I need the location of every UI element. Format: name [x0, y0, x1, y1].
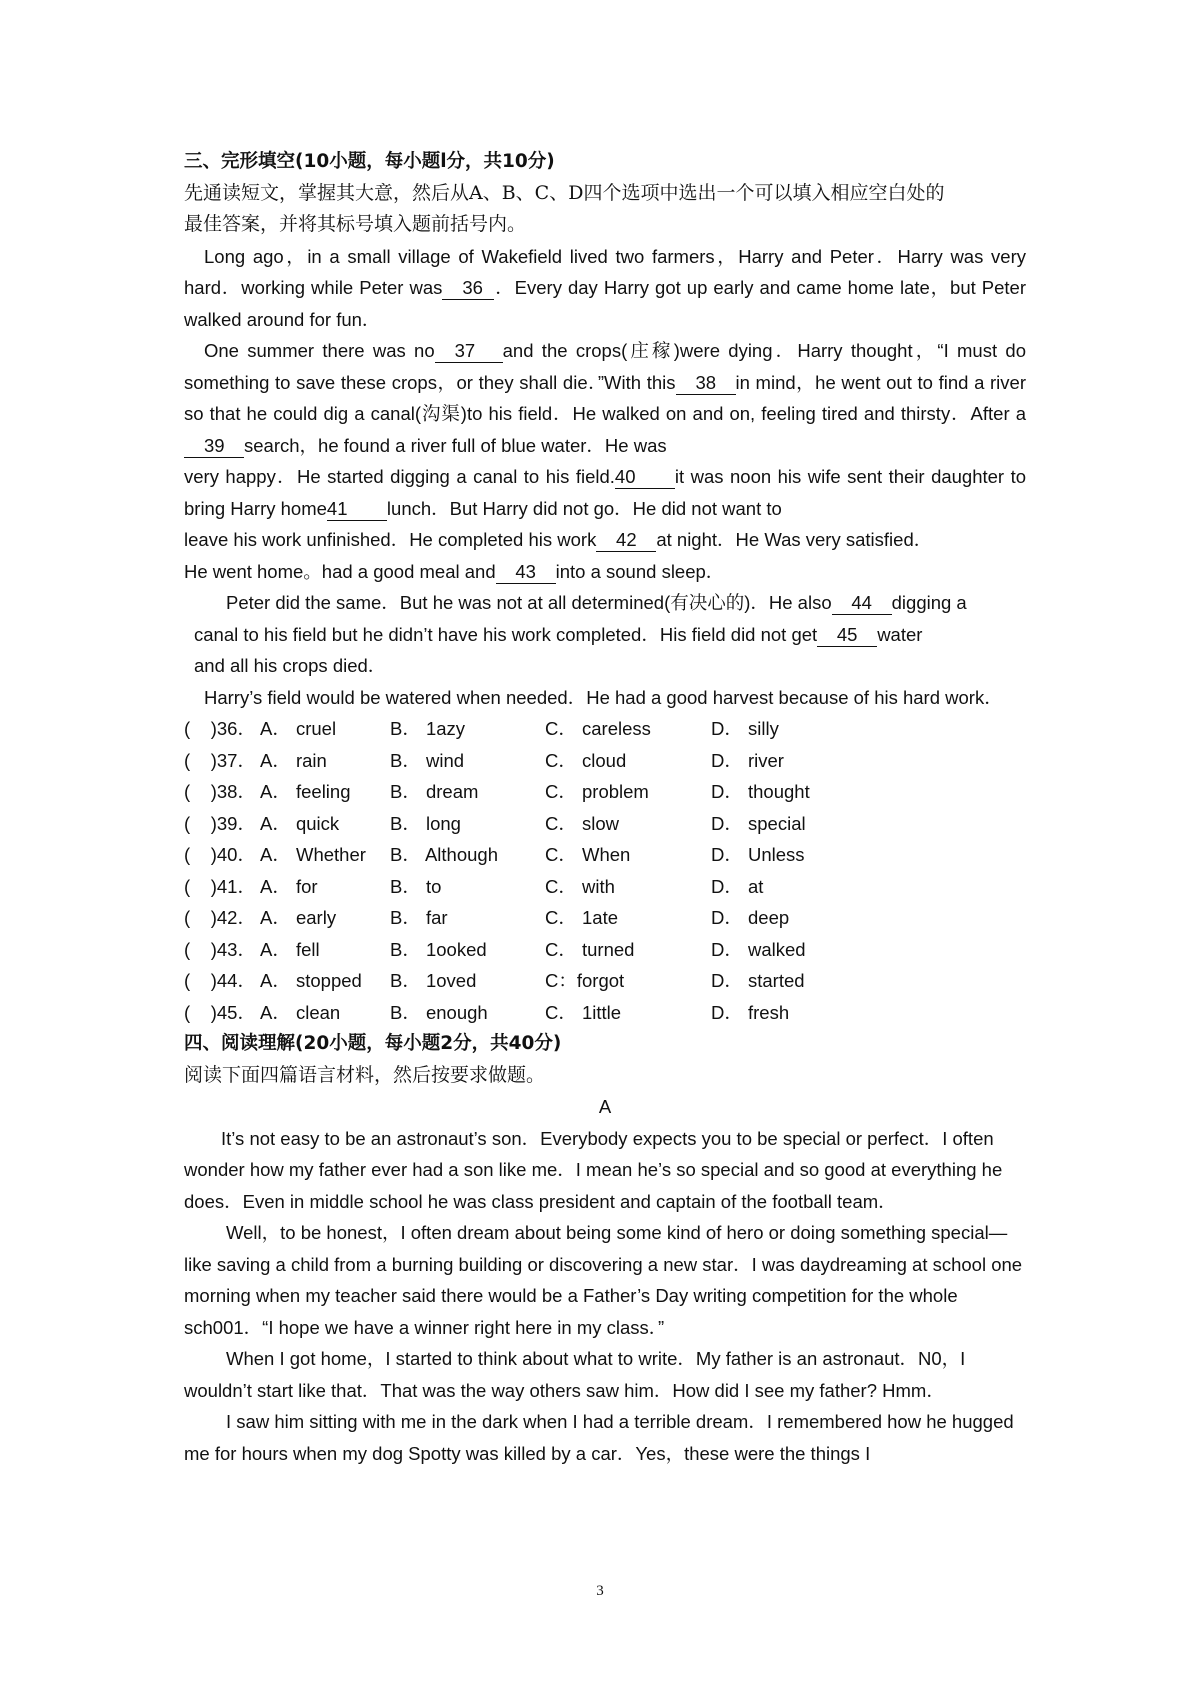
option-row-43: ( )43． A． fell B． 1ooked C． turned D． walked	[184, 938, 806, 960]
reading-paragraph-4: I saw him sitting with me in the dark when I had a terrible dream．I remembered how he hugged me for hours when my dog Spotty was killed by a car．Yes，these were the things I	[184, 1411, 1014, 1464]
cloze-paragraph-last: Harry’s field would be watered when needed．He had a good harvest because of his hard work．	[204, 686, 1003, 708]
reading-paragraph-1: It’s not easy to be an astronaut’s son．Everybody expects you to be special or perfect．I often wonder how my father ever had a son like me．I mean he’s so special and so good at everything he does．Even in middle school he was class president and captain of the football team．	[184, 1127, 1003, 1212]
reading-paragraph-2: Well，to be honest，I often dream about being some kind of hero or doing something special—like saving a child from a burning building or discovering a new star．I was daydreaming at school one morning when my teacher said there would be a Father’s Day writing competition for the whole sch001．“I hope we have a winner right here in my class．”	[184, 1222, 1023, 1338]
option-row-41: ( )41． A． for B． to C． with D． at	[184, 875, 764, 897]
section-4-instruction: 阅读下面四篇语言材料，然后按要求做题。	[184, 1063, 546, 1086]
blank-39: 39	[184, 435, 244, 458]
cloze-line-canal: canal to his field but he didn’t have his work completed．His field did not get 45 water	[194, 623, 923, 645]
blank-36: 36	[442, 277, 494, 300]
cloze-line-crops-died: and all his crops died．	[194, 655, 387, 676]
option-row-45: ( )45． A． clean B． enough C． 1ittle D． fresh	[184, 1001, 790, 1023]
blank-43: 43	[496, 561, 556, 584]
blank-44: 44	[832, 592, 892, 615]
option-row-42: ( )42． A． early B． far C． 1ate D． deep	[184, 907, 790, 928]
blank-45: 45	[817, 624, 877, 647]
blank-42: 42	[596, 529, 656, 552]
option-row-44: ( )44． A． stopped B． 1oved C：forgot D． started	[184, 970, 805, 991]
document-page	[184, 146, 1026, 1469]
cloze-paragraph-3: very happy．He started digging a canal to his field.40 it was noon his wife sent their daughter to bring Harry home41 lunch．But Harry did not go．He did not want to	[184, 466, 1027, 519]
blank-40: 40	[615, 466, 675, 489]
passage-label: A	[598, 1096, 612, 1117]
section-3-instruction-line-2: 最佳答案，并将其标号填入题前括号内。	[184, 213, 527, 235]
option-row-37: ( )37． A． rain B． wind C． cloud D． river	[184, 749, 784, 771]
page-number: 3	[596, 1583, 604, 1599]
option-row-38: ( )38． A． feeling B． dream C． problem D． thought	[184, 781, 810, 802]
reading-paragraph-3: When I got home，I started to think about what to write．My father is an astronaut．N0，I wouldn’t start like that．That was the way others saw him．How did I see my father? Hmm．	[184, 1348, 966, 1401]
option-row-40: ( )40． A． Whether B． Although C． When D． Unless	[184, 844, 805, 865]
cloze-paragraph-1: Long ago，in a small village of Wakefield lived two farmers，Harry and Peter．Harry was very hard．working while Peter was 36 ．Every day Harry got up early and came home late，but Peter walked around for fun．	[184, 245, 1027, 330]
option-row-39: ( )39． A． quick B． long C． slow D． special	[184, 812, 806, 834]
cloze-paragraph-2: One summer there was no 37 and the crops(庄稼)were dying．Harry thought，“I must do something to save these crops，or they shall die．”With this 38 in mind，he went out to find a river so that he could dig a canal(沟渠)to his field．He walked on and on, feeling tired and thirsty．After a39 search，he found a river full of blue water．He was	[184, 340, 1026, 456]
blank-37: 37	[435, 340, 503, 363]
blank-41: 41	[327, 498, 387, 521]
section-3-title: 三、完形填空(10小题，每小题l分，共10分)	[184, 151, 555, 172]
section-4-title: 四、阅读理解(20小题，每小题2分，共40分)	[184, 1033, 562, 1054]
section-3-instruction-line-1: 先通读短文，掌握其大意，然后从A、B、C、D四个选项中选出一个可以填入相应空白处的	[184, 181, 945, 204]
blank-38: 38	[676, 372, 736, 395]
option-row-36: ( )36． A． cruel B． 1azy C． careless D． silly	[184, 718, 779, 739]
cloze-line-peter: Peter did the same．But he was not at all determined(有决心的)．He also 44 digging a	[226, 592, 967, 613]
option-list	[184, 713, 1026, 1028]
cloze-line-leave: leave his work unfinished．He completed his work 42 at night．He Was very satisfied．	[184, 529, 933, 550]
cloze-line-went-home: He went home。had a good meal and 43 into a sound sleep．	[184, 560, 725, 582]
